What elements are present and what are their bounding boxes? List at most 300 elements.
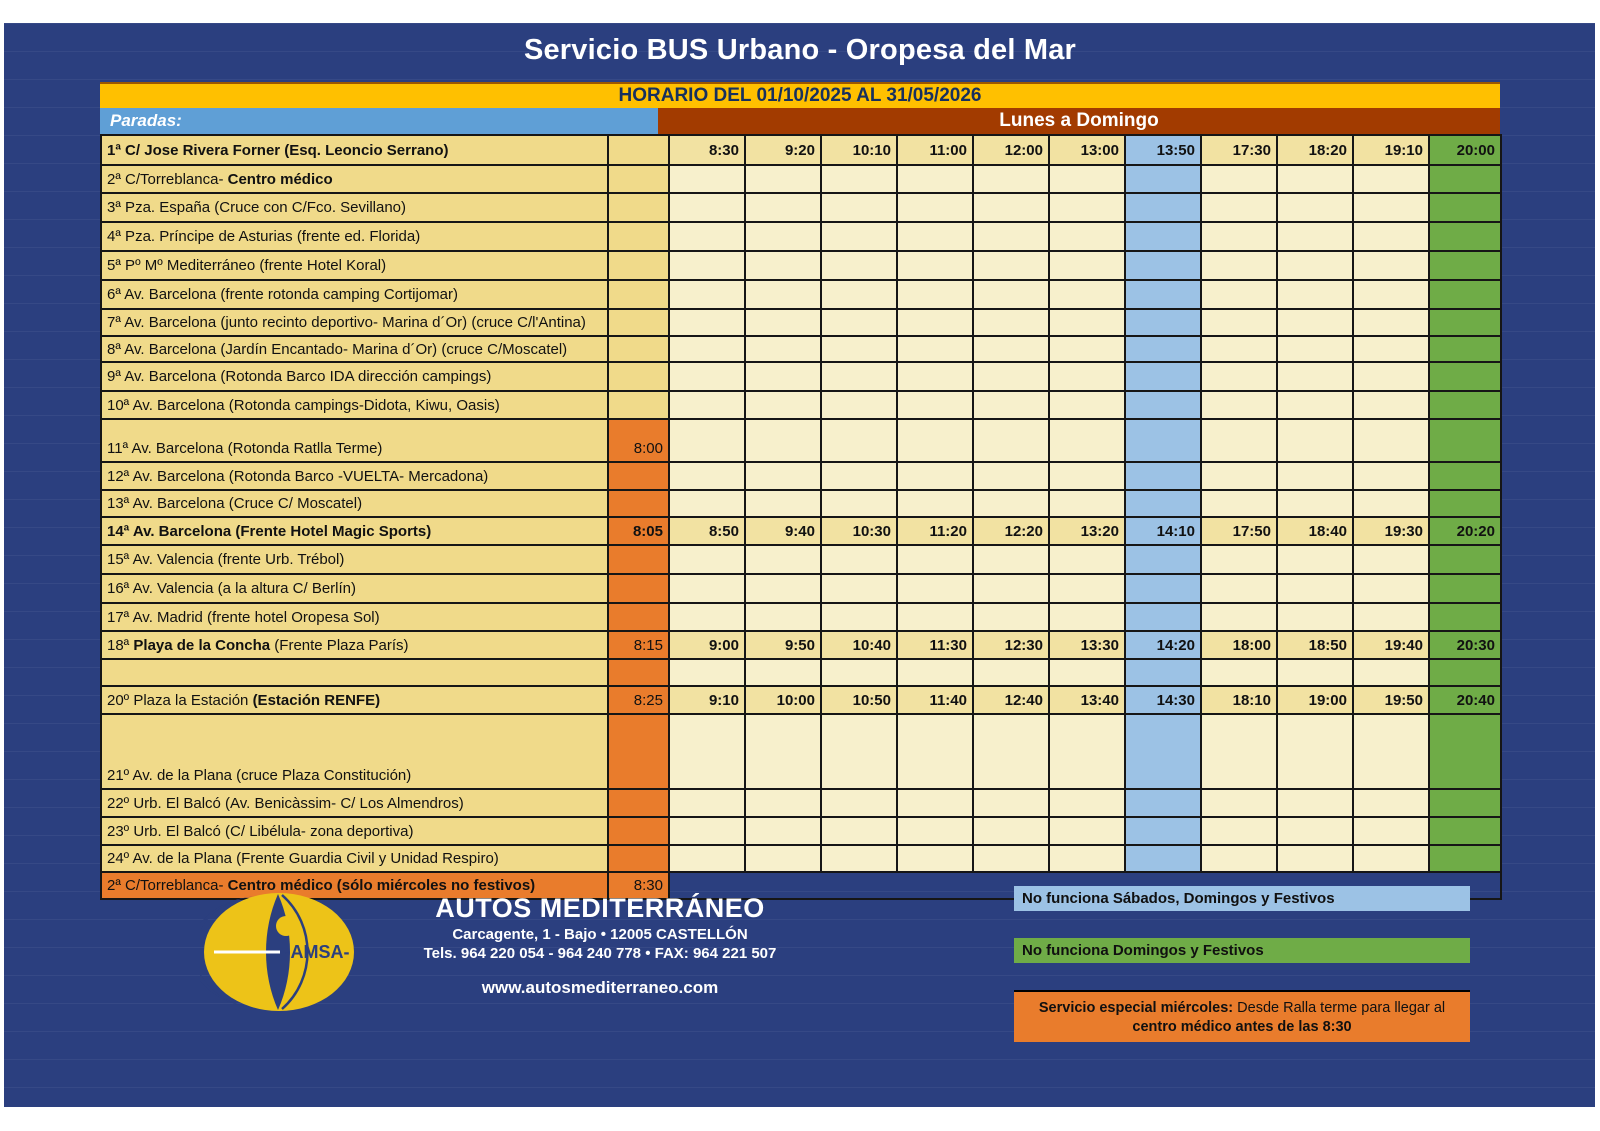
time-cell: [1277, 251, 1353, 280]
time-cell: [1201, 336, 1277, 362]
schedule-row: [101, 545, 1501, 574]
stop-name-cell: 7ª Av. Barcelona (junto recinto deportivo- Marina d´Or) (cruce C/l'Antina): [101, 309, 608, 336]
early-time-cell: [608, 574, 669, 603]
time-cell: [1353, 419, 1429, 462]
time-cell: [897, 336, 973, 362]
time-cell: [745, 603, 821, 631]
time-cell: [669, 603, 745, 631]
time-cell: 10:00: [745, 686, 821, 714]
time-cell: [973, 845, 1049, 872]
time-cell: [1277, 714, 1353, 789]
schedule-row: [101, 280, 1501, 309]
time-cell: 10:30: [821, 517, 897, 545]
time-cell: [1125, 251, 1201, 280]
days-header: Lunes a Domingo: [658, 108, 1500, 134]
time-cell: [1277, 193, 1353, 222]
stop-name-cell: 18ª Playa de la Concha (Frente Plaza París): [101, 631, 608, 659]
time-cell: [1049, 545, 1125, 574]
time-cell: [1201, 490, 1277, 517]
time-cell: [1049, 603, 1125, 631]
time-cell: [821, 251, 897, 280]
early-time-cell: [608, 490, 669, 517]
time-cell: [745, 165, 821, 193]
time-cell: [1429, 165, 1501, 193]
time-cell: [745, 462, 821, 490]
schedule-row: [101, 817, 1501, 845]
stop-name-cell: 10ª Av. Barcelona (Rotonda campings-Didota, Kiwu, Oasis): [101, 391, 608, 419]
company-name: AUTOS MEDITERRÁNEO: [435, 893, 765, 923]
time-cell: 20:40: [1429, 686, 1501, 714]
time-cell: [1125, 309, 1201, 336]
stop-name-cell: 12ª Av. Barcelona (Rotonda Barco -VUELTA- Mercadona): [101, 462, 608, 490]
stop-name-cell: 11ª Av. Barcelona (Rotonda Ratlla Terme): [101, 419, 608, 462]
time-cell: [669, 309, 745, 336]
time-cell: [1277, 362, 1353, 391]
time-cell: [669, 362, 745, 391]
time-cell: 18:20: [1277, 135, 1353, 165]
time-cell: 20:20: [1429, 517, 1501, 545]
time-cell: [1353, 362, 1429, 391]
time-cell: [1125, 222, 1201, 251]
time-cell: [897, 222, 973, 251]
time-cell: [1125, 419, 1201, 462]
time-cell: [1201, 545, 1277, 574]
time-cell: [1429, 603, 1501, 631]
time-cell: [821, 545, 897, 574]
early-time-cell: [608, 222, 669, 251]
time-cell: [1125, 845, 1201, 872]
time-cell: [1049, 845, 1125, 872]
time-cell: [897, 545, 973, 574]
time-cell: [1429, 490, 1501, 517]
schedule-row: [101, 419, 1501, 462]
stop-name-cell: 2ª C/Torreblanca- Centro médico: [101, 165, 608, 193]
time-cell: [1049, 391, 1125, 419]
time-cell: 13:40: [1049, 686, 1125, 714]
time-cell: [1429, 574, 1501, 603]
time-cell: [1429, 362, 1501, 391]
time-cell: [897, 490, 973, 517]
time-cell: [973, 280, 1049, 309]
time-cell: [745, 845, 821, 872]
time-cell: 18:50: [1277, 631, 1353, 659]
early-time-cell: [608, 280, 669, 309]
early-time-cell: [608, 462, 669, 490]
time-cell: [1201, 251, 1277, 280]
time-cell: [1277, 309, 1353, 336]
time-cell: 8:30: [669, 135, 745, 165]
time-cell: [1125, 193, 1201, 222]
time-cell: [1049, 362, 1125, 391]
time-cell: [1125, 603, 1201, 631]
time-cell: [1049, 789, 1125, 817]
time-cell: [1049, 165, 1125, 193]
time-cell: [1201, 845, 1277, 872]
legend-special-lead: Servicio especial miércoles:: [1038, 1000, 1238, 1016]
legend-no-saturdays: No funciona Sábados, Domingos y Festivos: [1014, 886, 1470, 911]
time-cell: [745, 309, 821, 336]
schedule-row: [101, 517, 1501, 545]
time-cell: [669, 545, 745, 574]
stop-name-cell: 5ª Pº Mº Mediterráneo (frente Hotel Koral): [101, 251, 608, 280]
stop-name-cell: 1ª C/ Jose Rivera Forner (Esq. Leoncio Serrano): [101, 135, 608, 165]
time-cell: [1277, 222, 1353, 251]
time-cell: [669, 222, 745, 251]
early-time-cell: [608, 659, 669, 686]
time-cell: [1429, 817, 1501, 845]
time-cell: [973, 309, 1049, 336]
time-cell: [1049, 574, 1125, 603]
time-cell: 17:30: [1201, 135, 1277, 165]
time-cell: [973, 251, 1049, 280]
time-cell: [897, 391, 973, 419]
legend-special-rest: Desde Ralla terme para llegar al: [1237, 1000, 1446, 1016]
time-cell: [821, 280, 897, 309]
time-cell: [897, 845, 973, 872]
time-cell: [745, 222, 821, 251]
time-cell: [897, 817, 973, 845]
stop-name-cell: 21º Av. de la Plana (cruce Plaza Constitución): [101, 714, 608, 789]
time-cell: [1201, 391, 1277, 419]
early-time-cell: [608, 193, 669, 222]
time-cell: [1277, 336, 1353, 362]
time-cell: 19:10: [1353, 135, 1429, 165]
time-cell: [1125, 336, 1201, 362]
time-cell: [1429, 309, 1501, 336]
time-cell: [1049, 462, 1125, 490]
time-cell: [897, 714, 973, 789]
time-cell: 10:40: [821, 631, 897, 659]
stop-name-cell: 8ª Av. Barcelona (Jardín Encantado- Marina d´Or) (cruce C/Moscatel): [101, 336, 608, 362]
time-cell: 20:00: [1429, 135, 1501, 165]
time-cell: [821, 845, 897, 872]
company-website: www.autosmediterraneo.com: [481, 978, 719, 997]
early-time-cell: [608, 251, 669, 280]
stop-name-cell: 14ª Av. Barcelona (Frente Hotel Magic Sports): [101, 517, 608, 545]
time-cell: [821, 659, 897, 686]
schedule-row: [101, 490, 1501, 517]
schedule-row: [101, 845, 1501, 872]
time-cell: 9:00: [669, 631, 745, 659]
time-cell: [1201, 419, 1277, 462]
time-cell: [1277, 391, 1353, 419]
time-cell: [1201, 659, 1277, 686]
early-time-cell: [608, 603, 669, 631]
time-cell: [1049, 336, 1125, 362]
time-cell: [1049, 714, 1125, 789]
time-cell: [1049, 659, 1125, 686]
time-cell: [1353, 391, 1429, 419]
time-cell: [1277, 490, 1353, 517]
time-cell: [897, 462, 973, 490]
time-cell: [669, 462, 745, 490]
schedule-row: [101, 193, 1501, 222]
time-cell: [669, 280, 745, 309]
time-cell: [669, 419, 745, 462]
logo-dot: [276, 916, 296, 936]
time-cell: [1125, 659, 1201, 686]
time-cell: [1125, 574, 1201, 603]
time-cell: [1429, 659, 1501, 686]
schedule-row: [101, 659, 1501, 686]
schedule-row: [101, 336, 1501, 362]
time-cell: 14:10: [1125, 517, 1201, 545]
time-cell: [1353, 336, 1429, 362]
time-cell: [973, 545, 1049, 574]
time-cell: [1353, 222, 1429, 251]
stop-name-cell: 6ª Av. Barcelona (frente rotonda camping Cortijomar): [101, 280, 608, 309]
schedule-row: [101, 251, 1501, 280]
time-cell: [1201, 789, 1277, 817]
stop-name-cell: [101, 659, 608, 686]
stop-name-cell: 3ª Pza. España (Cruce con C/Fco. Sevillano): [101, 193, 608, 222]
time-cell: [669, 391, 745, 419]
time-cell: 9:20: [745, 135, 821, 165]
schedule-row: [101, 631, 1501, 659]
time-cell: [1353, 603, 1429, 631]
time-cell: [1353, 714, 1429, 789]
time-cell: 19:50: [1353, 686, 1429, 714]
time-cell: 9:10: [669, 686, 745, 714]
time-cell: [1277, 817, 1353, 845]
early-time-cell: [608, 135, 669, 165]
company-block: [400, 893, 800, 998]
schedule-row: [101, 362, 1501, 391]
time-cell: [745, 714, 821, 789]
time-cell: [821, 789, 897, 817]
time-cell: [973, 789, 1049, 817]
time-cell: [1049, 490, 1125, 517]
time-cell: [745, 391, 821, 419]
stop-name-cell: 17ª Av. Madrid (frente hotel Oropesa Sol): [101, 603, 608, 631]
early-time-cell: [608, 545, 669, 574]
schedule-row: [101, 222, 1501, 251]
legend-no-sundays: No funciona Domingos y Festivos: [1014, 938, 1470, 963]
time-cell: [1125, 165, 1201, 193]
time-cell: [1429, 251, 1501, 280]
time-cell: 11:20: [897, 517, 973, 545]
time-cell: [821, 817, 897, 845]
time-cell: 13:00: [1049, 135, 1125, 165]
time-cell: 10:50: [821, 686, 897, 714]
time-cell: [1429, 193, 1501, 222]
time-cell: 10:10: [821, 135, 897, 165]
time-cell: [1277, 603, 1353, 631]
time-cell: [821, 391, 897, 419]
time-cell: [1125, 545, 1201, 574]
time-cell: [897, 165, 973, 193]
legend-special-wednesday: [1014, 990, 1470, 1042]
time-cell: [745, 817, 821, 845]
early-time-cell: [608, 817, 669, 845]
time-cell: [1049, 222, 1125, 251]
schedule-row: [101, 462, 1501, 490]
time-cell: [1201, 309, 1277, 336]
time-cell: [897, 603, 973, 631]
time-cell: 11:00: [897, 135, 973, 165]
time-cell: [1125, 391, 1201, 419]
time-cell: 9:40: [745, 517, 821, 545]
early-time-cell: 8:00: [608, 419, 669, 462]
stop-name-cell: 24º Av. de la Plana (Frente Guardia Civil y Unidad Respiro): [101, 845, 608, 872]
time-cell: [669, 845, 745, 872]
time-cell: [821, 165, 897, 193]
time-cell: 17:50: [1201, 517, 1277, 545]
time-cell: [973, 165, 1049, 193]
time-cell: [1353, 309, 1429, 336]
time-cell: 19:30: [1353, 517, 1429, 545]
time-cell: [1277, 845, 1353, 872]
time-cell: [1125, 490, 1201, 517]
schedule-row: [101, 391, 1501, 419]
time-cell: [1201, 362, 1277, 391]
page-title: Servicio BUS Urbano - Oropesa del Mar: [523, 34, 1077, 66]
schedule-row: [101, 574, 1501, 603]
time-cell: 11:30: [897, 631, 973, 659]
time-cell: [745, 490, 821, 517]
time-cell: [745, 659, 821, 686]
time-cell: 12:20: [973, 517, 1049, 545]
time-cell: [973, 391, 1049, 419]
time-cell: [745, 419, 821, 462]
early-time-cell: 8:30: [608, 872, 669, 899]
time-cell: [1049, 817, 1125, 845]
time-cell: [1353, 165, 1429, 193]
early-time-cell: [608, 714, 669, 789]
time-cell: [745, 251, 821, 280]
time-cell: [973, 193, 1049, 222]
time-cell: [1429, 714, 1501, 789]
time-cell: [1429, 462, 1501, 490]
early-time-cell: [608, 391, 669, 419]
time-cell: 12:00: [973, 135, 1049, 165]
stop-name-cell: 13ª Av. Barcelona (Cruce C/ Moscatel): [101, 490, 608, 517]
time-cell: [1353, 817, 1429, 845]
time-cell: 14:20: [1125, 631, 1201, 659]
time-cell: [1277, 789, 1353, 817]
time-cell: [973, 336, 1049, 362]
time-cell: [1353, 490, 1429, 517]
time-cell: [821, 714, 897, 789]
time-cell: [1277, 574, 1353, 603]
early-time-cell: [608, 845, 669, 872]
time-cell: [1125, 462, 1201, 490]
stops-column-header: Paradas:: [100, 108, 658, 134]
time-cell: [1125, 789, 1201, 817]
time-cell: [669, 490, 745, 517]
time-cell: [897, 419, 973, 462]
time-cell: [1353, 659, 1429, 686]
time-cell: [1353, 789, 1429, 817]
time-cell: [745, 362, 821, 391]
time-cell: [1429, 391, 1501, 419]
early-time-cell: [608, 165, 669, 193]
schedule-row: [101, 789, 1501, 817]
time-cell: [1201, 222, 1277, 251]
time-cell: [1201, 603, 1277, 631]
time-cell: [669, 574, 745, 603]
logo-text: -AMSA-: [284, 942, 350, 962]
time-cell: [973, 714, 1049, 789]
time-cell: [821, 603, 897, 631]
table-header-bar: [100, 108, 1500, 134]
time-cell: [1277, 165, 1353, 193]
time-cell: [897, 193, 973, 222]
time-cell: [745, 574, 821, 603]
time-cell: [1353, 280, 1429, 309]
amsa-logo: [200, 890, 358, 1014]
time-cell: [1049, 419, 1125, 462]
time-cell: [1125, 714, 1201, 789]
time-cell: [1201, 193, 1277, 222]
early-time-cell: [608, 362, 669, 391]
time-cell: [1353, 251, 1429, 280]
time-cell: [1429, 545, 1501, 574]
time-cell: [1429, 845, 1501, 872]
schedule-row: [101, 603, 1501, 631]
early-time-cell: [608, 789, 669, 817]
time-cell: [973, 603, 1049, 631]
time-cell: [821, 490, 897, 517]
time-cell: [1353, 574, 1429, 603]
time-cell: [821, 222, 897, 251]
time-cell: [1201, 574, 1277, 603]
time-cell: [669, 251, 745, 280]
time-cell: 19:40: [1353, 631, 1429, 659]
time-cell: [669, 714, 745, 789]
time-cell: [973, 817, 1049, 845]
legend-special-line2: centro médico antes de las 8:30: [1132, 1019, 1352, 1035]
time-cell: [1277, 659, 1353, 686]
time-cell: 12:30: [973, 631, 1049, 659]
time-cell: 9:50: [745, 631, 821, 659]
time-cell: [669, 817, 745, 845]
time-cell: [973, 362, 1049, 391]
time-cell: [821, 309, 897, 336]
time-cell: 13:30: [1049, 631, 1125, 659]
time-cell: [669, 789, 745, 817]
schedule-table: [100, 134, 1502, 900]
time-cell: [897, 574, 973, 603]
time-cell: [745, 193, 821, 222]
time-cell: [897, 251, 973, 280]
time-cell: [973, 659, 1049, 686]
time-cell: [1201, 462, 1277, 490]
time-cell: [821, 336, 897, 362]
time-cell: [973, 574, 1049, 603]
time-cell: [897, 789, 973, 817]
time-cell: 13:50: [1125, 135, 1201, 165]
stop-name-cell: 20º Plaza la Estación (Estación RENFE): [101, 686, 608, 714]
time-cell: [973, 222, 1049, 251]
time-cell: 12:40: [973, 686, 1049, 714]
time-cell: [821, 462, 897, 490]
time-cell: [1353, 193, 1429, 222]
stop-name-cell: 2ª C/Torreblanca- Centro médico (sólo miércoles no festivos): [101, 872, 608, 899]
schedule-row: [101, 309, 1501, 336]
schedule-row: [101, 714, 1501, 789]
time-cell: [1049, 309, 1125, 336]
time-cell: [745, 280, 821, 309]
schedule-row: [101, 165, 1501, 193]
early-time-cell: 8:25: [608, 686, 669, 714]
time-cell: 19:00: [1277, 686, 1353, 714]
time-cell: [821, 574, 897, 603]
stop-name-cell: 16ª Av. Valencia (a la altura C/ Berlín): [101, 574, 608, 603]
time-cell: [1429, 419, 1501, 462]
time-cell: [821, 193, 897, 222]
company-address: Carcagente, 1 - Bajo • 12005 CASTELLÓN: [452, 926, 748, 943]
